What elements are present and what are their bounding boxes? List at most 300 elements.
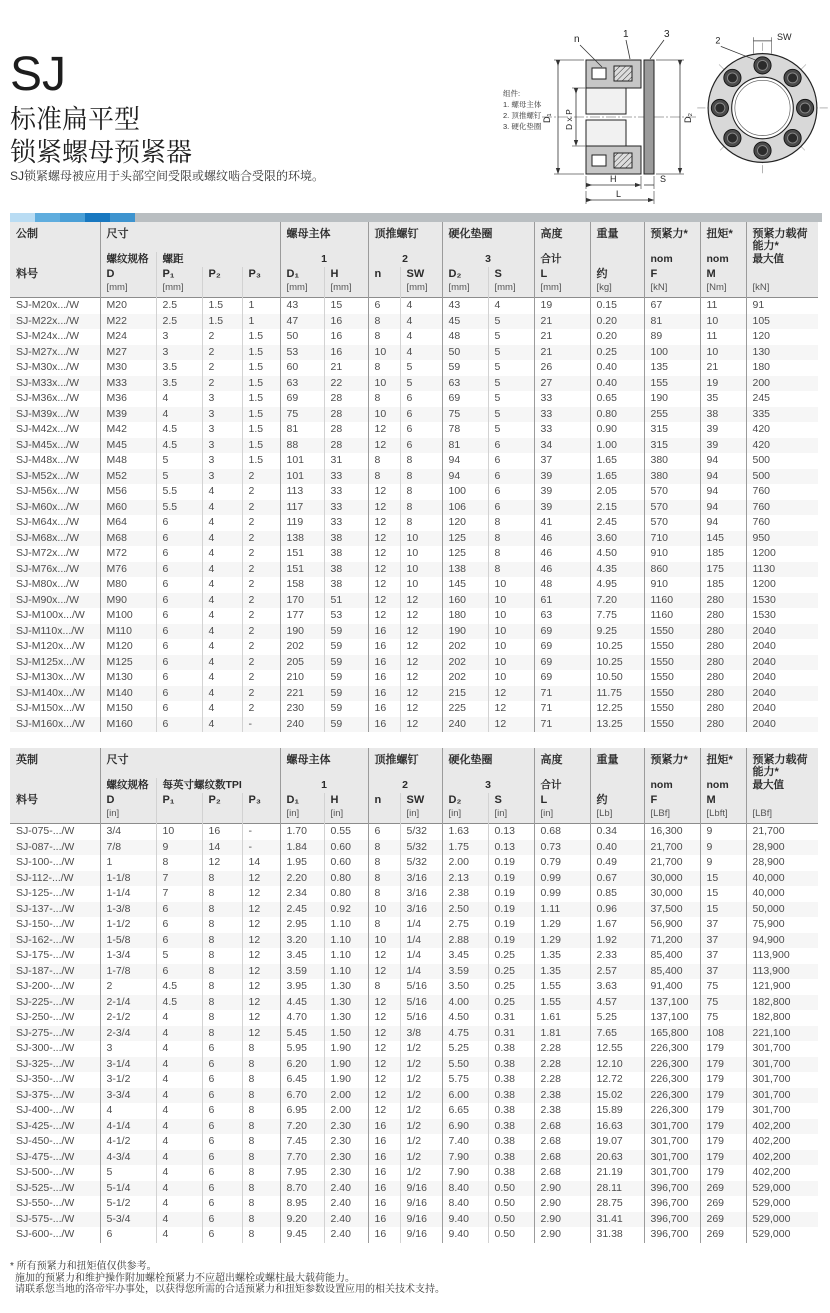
cell: 3	[202, 391, 242, 407]
cell: 9	[700, 855, 746, 871]
header-cell: D₁	[280, 793, 324, 808]
cell: 2	[242, 531, 280, 547]
cell: 12	[368, 1057, 400, 1073]
cell: 6	[400, 438, 442, 454]
cell: 2	[242, 624, 280, 640]
cell: 301,700	[746, 1072, 818, 1088]
cell: 12	[368, 1010, 400, 1026]
cell: 34	[534, 438, 590, 454]
cell: 2.50	[442, 902, 488, 918]
cell: 6	[400, 391, 442, 407]
cell: 4	[156, 1103, 202, 1119]
cell: 4	[156, 1227, 202, 1243]
cell: 16	[324, 329, 368, 345]
cell: 81	[280, 422, 324, 438]
header-cell: P₂	[202, 793, 242, 808]
cell: 5	[156, 948, 202, 964]
cell: 6	[488, 469, 534, 485]
cell: 2.40	[324, 1227, 368, 1243]
cell: 4.5	[156, 438, 202, 454]
cell: 69	[534, 670, 590, 686]
header-cell: F	[644, 267, 700, 282]
cell: 4	[202, 655, 242, 671]
cell: 130	[746, 345, 818, 361]
header-cell: [mm]	[324, 282, 368, 298]
cell: 12	[368, 531, 400, 547]
cell: 38	[324, 546, 368, 562]
cell: 12	[368, 438, 400, 454]
cell: 2.28	[534, 1041, 590, 1057]
cell: -	[242, 717, 280, 733]
cell: SJ-275-.../W	[16, 1026, 75, 1039]
cell: M36	[100, 391, 156, 407]
cell: 1/4	[400, 948, 442, 964]
table-row	[10, 717, 818, 733]
table-row	[10, 1181, 818, 1197]
cell: 3-1/2	[100, 1072, 156, 1088]
cell: 39	[534, 469, 590, 485]
cell: 61	[534, 593, 590, 609]
table-row	[10, 917, 818, 933]
header-cell: 螺纹规格	[100, 778, 156, 793]
cell: M90	[100, 593, 156, 609]
cell: 38	[324, 562, 368, 578]
cell: SJ-M36x.../W	[16, 392, 80, 404]
cell: 8	[242, 1088, 280, 1104]
cell: 78	[442, 422, 488, 438]
cell: 1.90	[324, 1041, 368, 1057]
header-cell: 重量	[590, 222, 644, 252]
cell: 7.45	[280, 1134, 324, 1150]
cell: 2-3/4	[100, 1026, 156, 1042]
header-cell: [kg]	[590, 282, 644, 298]
cell: SJ-250-.../W	[16, 1011, 75, 1023]
cell: 760	[746, 484, 818, 500]
cell: 2.40	[324, 1181, 368, 1197]
cell: 120	[442, 515, 488, 531]
cell: 10	[488, 639, 534, 655]
cell: 5	[488, 407, 534, 423]
cell: 0.13	[488, 824, 534, 840]
jack-screw-bottom	[614, 153, 632, 168]
cell: 1-1/2	[100, 917, 156, 933]
header-cell: 英制	[10, 748, 100, 778]
cell: 6	[156, 624, 202, 640]
table-row	[10, 964, 818, 980]
footnote-line: * 所有预紧力和扭矩值仅供参考。	[10, 1261, 157, 1272]
cell: 30,000	[644, 886, 700, 902]
dim-h: H	[610, 174, 617, 184]
cell: 269	[700, 1212, 746, 1228]
header-cell: 每英寸螺纹数TPI	[156, 778, 280, 793]
cell: 4	[156, 1026, 202, 1042]
label-2: 2	[715, 35, 721, 46]
cell: 0.38	[488, 1103, 534, 1119]
cell: 121,900	[746, 979, 818, 995]
metric-table-section	[10, 213, 822, 732]
cell: 6	[156, 717, 202, 733]
cell: 315	[644, 422, 700, 438]
table-row	[10, 886, 818, 902]
cell: 8	[368, 855, 400, 871]
header-cell: nom	[700, 252, 746, 267]
header-cell: D₂	[442, 267, 488, 282]
cell: 21	[534, 314, 590, 330]
header-cell: D₂	[442, 793, 488, 808]
cell: 10	[400, 577, 442, 593]
cell: 15.02	[590, 1088, 644, 1104]
cell: 59	[324, 686, 368, 702]
cell: 1.5	[242, 453, 280, 469]
cell: 1.63	[442, 824, 488, 840]
cell: 6	[202, 1041, 242, 1057]
cell: 16	[368, 1134, 400, 1150]
cell: 1.61	[534, 1010, 590, 1026]
cell: 21,700	[746, 824, 818, 840]
cell: 8	[242, 1072, 280, 1088]
cell: M30	[100, 360, 156, 376]
cell: 59	[442, 360, 488, 376]
cell: SJ-187-.../W	[16, 964, 75, 977]
cell: 46	[534, 562, 590, 578]
cell: 0.38	[488, 1041, 534, 1057]
cell: 5	[488, 314, 534, 330]
cell: 20.63	[590, 1150, 644, 1166]
table-row	[10, 608, 818, 624]
cell: 0.25	[488, 964, 534, 980]
cell: 155	[644, 376, 700, 392]
cell: 2.38	[442, 886, 488, 902]
cell: 269	[700, 1227, 746, 1243]
cell: 1530	[746, 608, 818, 624]
header-cell: [kN]	[644, 282, 700, 298]
cell: 1530	[746, 593, 818, 609]
cell: SJ-M110x.../W	[16, 624, 85, 637]
cell: 950	[746, 531, 818, 547]
cell: 6	[156, 917, 202, 933]
cell: 125	[442, 546, 488, 562]
table-row	[10, 933, 818, 949]
footnotes	[10, 1261, 445, 1296]
cell: 180	[442, 608, 488, 624]
cell: 4	[488, 298, 534, 314]
cell: 4.5	[156, 979, 202, 995]
cell: 9/16	[400, 1212, 442, 1228]
cell: 12	[400, 655, 442, 671]
cell: 4	[156, 1212, 202, 1228]
cell: 2040	[746, 717, 818, 733]
header-cell: 合计	[534, 252, 590, 267]
cell: M110	[100, 624, 156, 640]
cell: 69	[534, 655, 590, 671]
cell: 7.95	[280, 1165, 324, 1181]
header-cell: H	[324, 793, 368, 808]
footnote-line: 请联系您当地的洛帝牢办事处，以获得您所需的合适预紧力和扭矩参数设置应用的相关技术支持。	[15, 1284, 445, 1295]
cell: 0.19	[488, 933, 534, 949]
cell: 420	[746, 438, 818, 454]
cell: SJ-325-.../W	[16, 1057, 75, 1070]
table-row	[10, 345, 818, 361]
cell: 10	[488, 655, 534, 671]
cell: 48	[534, 577, 590, 593]
cell: 113,900	[746, 964, 818, 980]
cell: 4	[202, 577, 242, 593]
cell: 4.70	[280, 1010, 324, 1026]
cell: 5.25	[590, 1010, 644, 1026]
cell: 2.45	[590, 515, 644, 531]
cell: 5	[156, 469, 202, 485]
cell: 4	[202, 484, 242, 500]
cell: 5/16	[400, 995, 442, 1011]
table-row	[10, 1088, 818, 1104]
table-row	[10, 655, 818, 671]
cell: 8	[400, 515, 442, 531]
cell: 396,700	[644, 1227, 700, 1243]
cell: 0.13	[488, 840, 534, 856]
cell: 2.30	[324, 1150, 368, 1166]
cell: 28	[324, 438, 368, 454]
cell: 47	[280, 314, 324, 330]
dim-s: S	[660, 174, 667, 184]
cell: 8	[368, 329, 400, 345]
cell: 12.10	[590, 1057, 644, 1073]
cell: 1.55	[534, 979, 590, 995]
cell: 1-3/4	[100, 948, 156, 964]
header-cell	[10, 808, 100, 824]
cell: 3.20	[280, 933, 324, 949]
dim-sw: SW	[777, 32, 792, 43]
cell: 2.40	[324, 1196, 368, 1212]
cell: 1550	[644, 686, 700, 702]
header-cell: H	[324, 267, 368, 282]
cell: 19	[700, 376, 746, 392]
cell: 16	[324, 314, 368, 330]
cell: 185	[700, 546, 746, 562]
cell: 6	[156, 562, 202, 578]
cell: 170	[280, 593, 324, 609]
cell: 230	[280, 701, 324, 717]
cell: 10	[400, 562, 442, 578]
cell: 180	[746, 360, 818, 376]
cell: 1/2	[400, 1165, 442, 1181]
cell: 500	[746, 453, 818, 469]
cell: 3.60	[590, 531, 644, 547]
cell: 12	[242, 902, 280, 918]
cell: 179	[700, 1134, 746, 1150]
cell: 75	[700, 995, 746, 1011]
cell: 12	[242, 933, 280, 949]
cell: 85,400	[644, 948, 700, 964]
accent-segment	[10, 213, 35, 222]
cell: 91,400	[644, 979, 700, 995]
cell: 2	[242, 562, 280, 578]
product-description: SJ锁紧螺母被应用于头部空间受限或螺纹啮合受限的环境。	[10, 169, 325, 183]
cell: 1.5	[202, 298, 242, 314]
cell: 12	[368, 995, 400, 1011]
cell: 1.95	[280, 855, 324, 871]
cell: 37	[700, 933, 746, 949]
header-cell: P₁	[156, 793, 202, 808]
cell: 2.68	[534, 1119, 590, 1135]
cell: 2.38	[534, 1103, 590, 1119]
footnote-line: 施加的预紧力和维护操作附加螺栓预紧力不应超出螺栓或螺柱最大载荷能力。	[15, 1272, 355, 1284]
cell: 125	[442, 531, 488, 547]
cell: 2.88	[442, 933, 488, 949]
cell: 8	[156, 855, 202, 871]
cell: 12	[400, 686, 442, 702]
cell: 0.80	[590, 407, 644, 423]
cell: 63	[280, 376, 324, 392]
cell: 5.5	[156, 484, 202, 500]
cell: 8	[242, 1212, 280, 1228]
cell: 3	[202, 422, 242, 438]
cell: 4	[202, 593, 242, 609]
cell: 4	[202, 562, 242, 578]
header-cell: n	[368, 267, 400, 282]
cell: 5/16	[400, 979, 442, 995]
cell: 8.40	[442, 1196, 488, 1212]
header-cell	[202, 808, 242, 824]
imperial-table	[10, 748, 822, 1243]
cell: 2.68	[534, 1150, 590, 1166]
cell: M130	[100, 670, 156, 686]
cell: 6	[202, 1088, 242, 1104]
cell: 4	[400, 329, 442, 345]
cell: 0.80	[324, 871, 368, 887]
cell: 7.65	[590, 1026, 644, 1042]
cell: -	[242, 824, 280, 840]
cell: 56,900	[644, 917, 700, 933]
cell: 1550	[644, 639, 700, 655]
cell: SJ-575-.../W	[16, 1212, 75, 1225]
cell: 529,000	[746, 1196, 818, 1212]
cell: 4	[156, 1150, 202, 1166]
cell: 280	[700, 686, 746, 702]
cell: M27	[100, 345, 156, 361]
cell: 8	[242, 1227, 280, 1243]
cell: 1550	[644, 717, 700, 733]
header-cell: [mm]	[488, 282, 534, 298]
cell: 31.41	[590, 1212, 644, 1228]
cell: 2-1/2	[100, 1010, 156, 1026]
cell: 37	[534, 453, 590, 469]
cell: 6	[156, 577, 202, 593]
header-cell: n	[368, 793, 400, 808]
cell: SJ-112-.../W	[16, 871, 74, 884]
cell: 59	[324, 670, 368, 686]
cell: 226,300	[644, 1072, 700, 1088]
cell: 6	[202, 1134, 242, 1150]
cell: 420	[746, 422, 818, 438]
cell: 12	[368, 593, 400, 609]
cell: 1.29	[534, 933, 590, 949]
cell: 28.75	[590, 1196, 644, 1212]
cell: 0.99	[534, 871, 590, 887]
cell: 10	[488, 608, 534, 624]
cell: 2	[242, 469, 280, 485]
cell: 221,100	[746, 1026, 818, 1042]
table-row	[10, 376, 818, 392]
cell: 1	[242, 314, 280, 330]
cell: 3	[156, 329, 202, 345]
cell: 33	[534, 391, 590, 407]
cell: 8.40	[442, 1181, 488, 1197]
cell: 2	[242, 608, 280, 624]
cell: SJ-M150x.../W	[16, 702, 85, 714]
cell: 396,700	[644, 1212, 700, 1228]
cell: 16.63	[590, 1119, 644, 1135]
cell: 100	[644, 345, 700, 361]
cell: 2.00	[442, 855, 488, 871]
header-cell: 最大值	[746, 252, 818, 267]
header-cell: 料号	[10, 267, 100, 282]
cell: SJ-M76x.../W	[16, 562, 80, 575]
header-cell: [LBf]	[644, 808, 700, 824]
header-cell: M	[700, 793, 746, 808]
cell: 301,700	[746, 1057, 818, 1073]
header-cell: 预紧力*	[644, 222, 700, 252]
cell: 4	[156, 407, 202, 423]
cell: 10	[368, 407, 400, 423]
cell: 255	[644, 407, 700, 423]
cell: 570	[644, 500, 700, 516]
cell: 1.5	[202, 314, 242, 330]
cell: 19.07	[590, 1134, 644, 1150]
cell: 3.95	[280, 979, 324, 995]
cell: 14	[202, 840, 242, 856]
cell: 4.50	[590, 546, 644, 562]
cell: 101	[280, 453, 324, 469]
cell: 28,900	[746, 855, 818, 871]
cell: 40,000	[746, 886, 818, 902]
cell: SJ-M52x.../W	[16, 469, 80, 482]
header-cell: 尺寸	[100, 222, 280, 252]
cell: 185	[700, 577, 746, 593]
cell: 226,300	[644, 1103, 700, 1119]
cell: 8	[202, 871, 242, 887]
table-row	[10, 531, 818, 547]
cell: 335	[746, 407, 818, 423]
cell: 529,000	[746, 1212, 818, 1228]
cell: M150	[100, 701, 156, 717]
cell: 4	[202, 531, 242, 547]
cell: 2	[242, 701, 280, 717]
cell: 5.25	[442, 1041, 488, 1057]
cell: 165,800	[644, 1026, 700, 1042]
cell: 89	[644, 329, 700, 345]
cell: 16	[368, 1165, 400, 1181]
cell: 0.60	[324, 840, 368, 856]
table-row	[10, 1150, 818, 1166]
cell: M160	[100, 717, 156, 733]
cell: 50,000	[746, 902, 818, 918]
cell: 0.79	[534, 855, 590, 871]
cell: 6	[488, 484, 534, 500]
cell: 3.59	[280, 964, 324, 980]
cell: 710	[644, 531, 700, 547]
header-cell: nom	[700, 778, 746, 793]
cell: 12	[242, 995, 280, 1011]
cell: 301,700	[746, 1103, 818, 1119]
cell: 4	[100, 1103, 156, 1119]
cell: M48	[100, 453, 156, 469]
cell: 3.50	[442, 979, 488, 995]
cell: SJ-M130x.../W	[16, 671, 85, 683]
cell: M76	[100, 562, 156, 578]
cell: 1550	[644, 655, 700, 671]
cell: 179	[700, 1103, 746, 1119]
legend-title: 组件:	[503, 89, 521, 98]
